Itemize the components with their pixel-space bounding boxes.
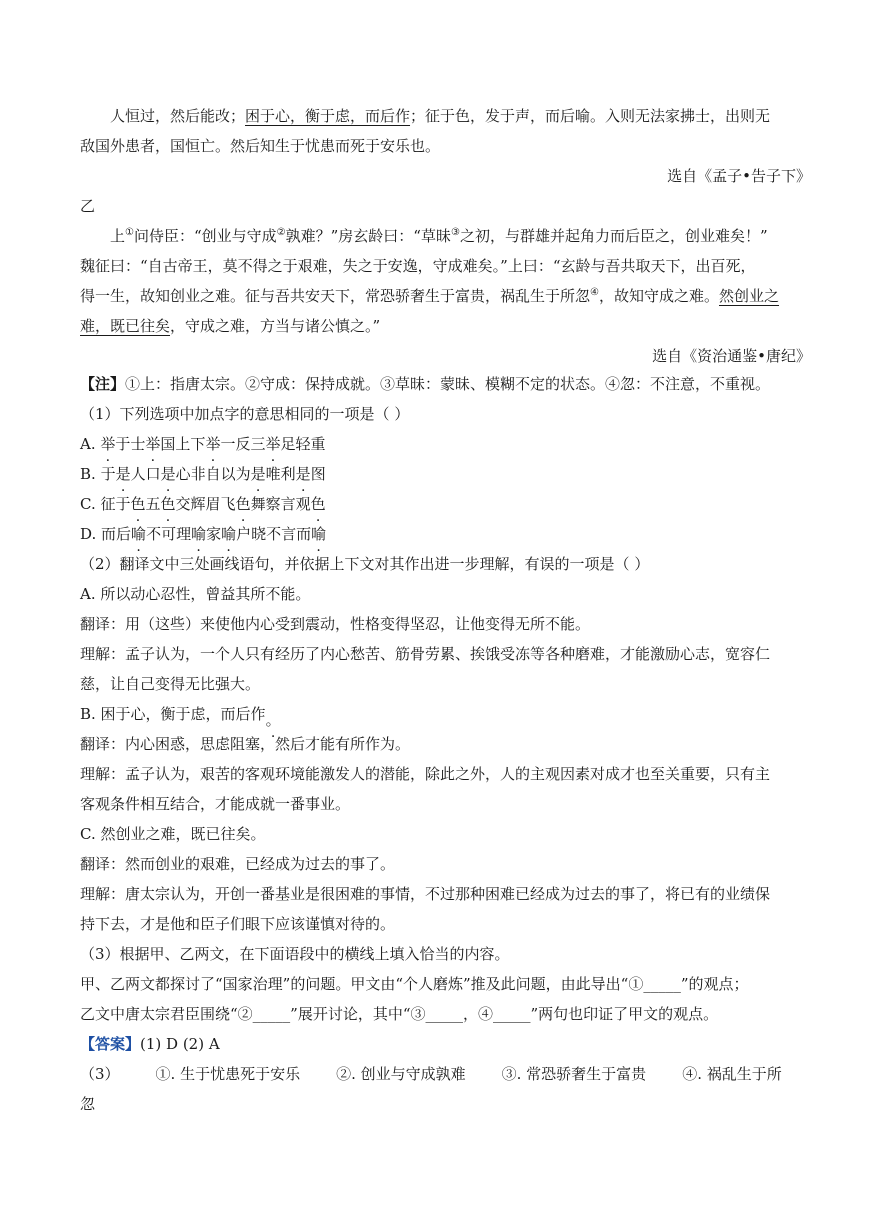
q2-c-understanding-2: 持下去，才是他和臣子们眼下应该谨慎对待的。 (80, 915, 396, 933)
note-line (80, 372, 792, 396)
q2-b-understanding-1: 理解：孟子认为，艰苦的客观环境能激发人的潜能，除此之外，人的主观因素对成才也至关重要，只有主 (80, 765, 771, 783)
q1-stem: （1）下列选项中加点字的意思相同的一项是（ ） (80, 405, 410, 423)
answer-item: ④. 祸乱生于所 (682, 1065, 782, 1083)
q3-paragraph-2: 乙文中唐太宗君臣围绕“②_____”展开讨论，其中“③_____，④_____”两句也印证了甲文的观点。 (80, 1005, 719, 1023)
yi-text: 问侍臣：“创业与守成 (133, 227, 277, 245)
footnote-marker: ④ (590, 287, 599, 298)
dotted-char: 喻 (221, 525, 237, 543)
yi-line-4 (80, 314, 792, 338)
yi-text: 孰难？”房玄龄曰：“草昧 (285, 227, 451, 245)
dotted-char: 是 (115, 465, 131, 483)
option-letter: B. (80, 465, 101, 483)
dotted-char: 举 (265, 435, 281, 453)
dotted-char: 色 (130, 495, 146, 513)
option-text: 交辉眉飞 (175, 495, 236, 513)
answer-item: ①. 生于忧患死于安乐 (155, 1065, 301, 1083)
footnote-marker: ① (125, 227, 134, 238)
option-text: B. 困于心，衡于虑，而后作 (80, 705, 266, 723)
dotted-char: 是 (295, 465, 311, 483)
q1-option-b (80, 462, 792, 486)
yi-text: 上 (110, 227, 126, 245)
dotted-char: 是 (160, 465, 176, 483)
answer-item: ③. 常恐骄奢生于富贵 (501, 1065, 647, 1083)
yi-underlined-sentence: 难，既已往矣 (80, 317, 171, 335)
dotted-char: 色 (235, 495, 251, 513)
q2-a-understanding-1: 理解：孟子认为，一个人只有经历了内心愁苦、筋骨劳累、挨饿受冻等各种磨难，才能激励心志，宽容仁 (80, 645, 771, 663)
q2-c-translation: 翻译：然而创业的艰难，已经成为过去的事了。 (80, 855, 396, 873)
option-text: 一反三 (220, 435, 266, 453)
dotted-char: 举 (145, 435, 161, 453)
answer-line-2 (80, 1062, 792, 1086)
yi-line-2: 魏征曰：“自古帝王，莫不得之于艰难，失之于安逸，守成难矣。”上曰：“玄龄与吾共取天下，出百死， (80, 257, 756, 275)
jia-underlined-sentence: 困于心，衡于虑，而后作 (245, 107, 411, 125)
option-text: 舞察言观 (250, 495, 311, 513)
jia-source: 选自《孟子•告子下》 (667, 167, 811, 185)
yi-source: 选自《资治通鉴•唐纪》 (652, 347, 811, 365)
footnote-marker: ③ (450, 227, 460, 238)
dotted-char: 色 (310, 495, 326, 513)
jia-line-2: 敌国外患者，国恒亡。然后知生于忧患而死于安乐也。 (80, 137, 441, 155)
option-text: 国上下 (160, 435, 206, 453)
option-letter: C. (80, 495, 101, 513)
option-text: 唯利 (265, 465, 296, 483)
dotted-char: 色 (160, 495, 176, 513)
q1-option-d (80, 522, 792, 546)
period-mark: 。 · (266, 711, 281, 729)
q3-stem: （3）根据甲、乙两文，在下面语段中的横线上填入恰当的内容。 (80, 945, 510, 963)
option-text: 不可理 (146, 525, 192, 543)
q1-option-a (80, 432, 792, 456)
yi-text: ，故知守成之难。 (598, 287, 719, 305)
option-text: 而后 (101, 525, 132, 543)
option-text: 家 (206, 525, 222, 543)
yi-text: 之初，与群雄并起角力而后臣之，创业难矣！” (459, 227, 768, 245)
option-text: 户晓不言而 (236, 525, 312, 543)
answer-line-1 (80, 1032, 792, 1056)
yi-line-1 (110, 224, 792, 248)
answer-text: （3） (80, 1065, 120, 1083)
note-text: ①上：指唐太宗。②守成：保持成就。③草昧：蒙昧、模糊不定的状态。④忽：不注意，不重视。 (125, 375, 771, 393)
q2-a-translation: 翻译：用（这些）来使他内心受到震动，性格变得坚忍，让他变得无所不能。 (80, 615, 591, 633)
dotted-char: 举 (205, 435, 221, 453)
jia-line-1 (110, 104, 792, 128)
yi-label: 乙 (80, 197, 96, 215)
answer-line-3: 忽 (80, 1095, 96, 1113)
q2-c-understanding-1: 理解：唐太宗认为，开创一番基业是很困难的事情，不过那种困难已经成为过去的事了，将已有的业绩保 (80, 885, 771, 903)
jia-text: 人恒过，然后能改； (110, 107, 246, 125)
option-text: 于 (100, 465, 116, 483)
dotted-char: 是 (250, 465, 266, 483)
q1-option-c (80, 492, 792, 516)
option-text: 心非自以为 (175, 465, 251, 483)
option-text: 足轻重 (280, 435, 326, 453)
dotted-char: 喻 (191, 525, 207, 543)
q2-b-sentence (80, 702, 792, 729)
dotted-char: 喻 (311, 525, 327, 543)
dotted-char: 举 (100, 435, 116, 453)
option-letter: D. (80, 525, 102, 543)
yi-line-3 (80, 284, 792, 308)
option-text: 征于 (100, 495, 131, 513)
option-text: 人口 (130, 465, 161, 483)
yi-text: ，守成之难，方当与诸公慎之。” (170, 317, 381, 335)
note-label: 【注】 (80, 375, 126, 393)
footnote-marker: ② (276, 227, 286, 238)
q2-c-sentence: C. 然创业之难，既已往矣。 (80, 825, 266, 843)
q3-paragraph-1: 甲、乙两文都探讨了“国家治理”的问题。甲文由“个人磨炼”推及此问题，由此导出“①_____”的观点； (80, 975, 749, 993)
option-text: 于士 (115, 435, 146, 453)
answer-text: (1) D (2) A (140, 1035, 220, 1053)
option-text: 图 (310, 465, 326, 483)
jia-text: ；征于色，发于声，而后喻。入则无法家拂士，出则无 (410, 107, 771, 125)
option-text: 五 (145, 495, 161, 513)
q2-b-translation: 翻译：内心困惑，思虑阻塞，然后才能有所作为。 (80, 735, 411, 753)
yi-underlined-sentence: 然创业之 (719, 287, 780, 305)
yi-text: 得一生，故知创业之难。征与吾共安天下，常恐骄奢生于富贵，祸乱生于所忽 (80, 287, 591, 305)
q2-stem: （2）翻译文中三处画线语句，并依据上下文对其作出进一步理解，有误的一项是（ ） (80, 555, 650, 573)
q2-a-understanding-2: 慈，让自己变得无比强大。 (80, 675, 261, 693)
option-letter: A. (80, 435, 101, 453)
q2-a-sentence: A. 所以动心忍性，曾益其所不能。 (80, 585, 311, 603)
answer-item: ②. 创业与守成孰难 (336, 1065, 466, 1083)
dotted-char: 喻 (131, 525, 147, 543)
answer-tag: 【答案】 (80, 1035, 141, 1053)
q2-b-understanding-2: 客观条件相互结合，才能成就一番事业。 (80, 795, 351, 813)
